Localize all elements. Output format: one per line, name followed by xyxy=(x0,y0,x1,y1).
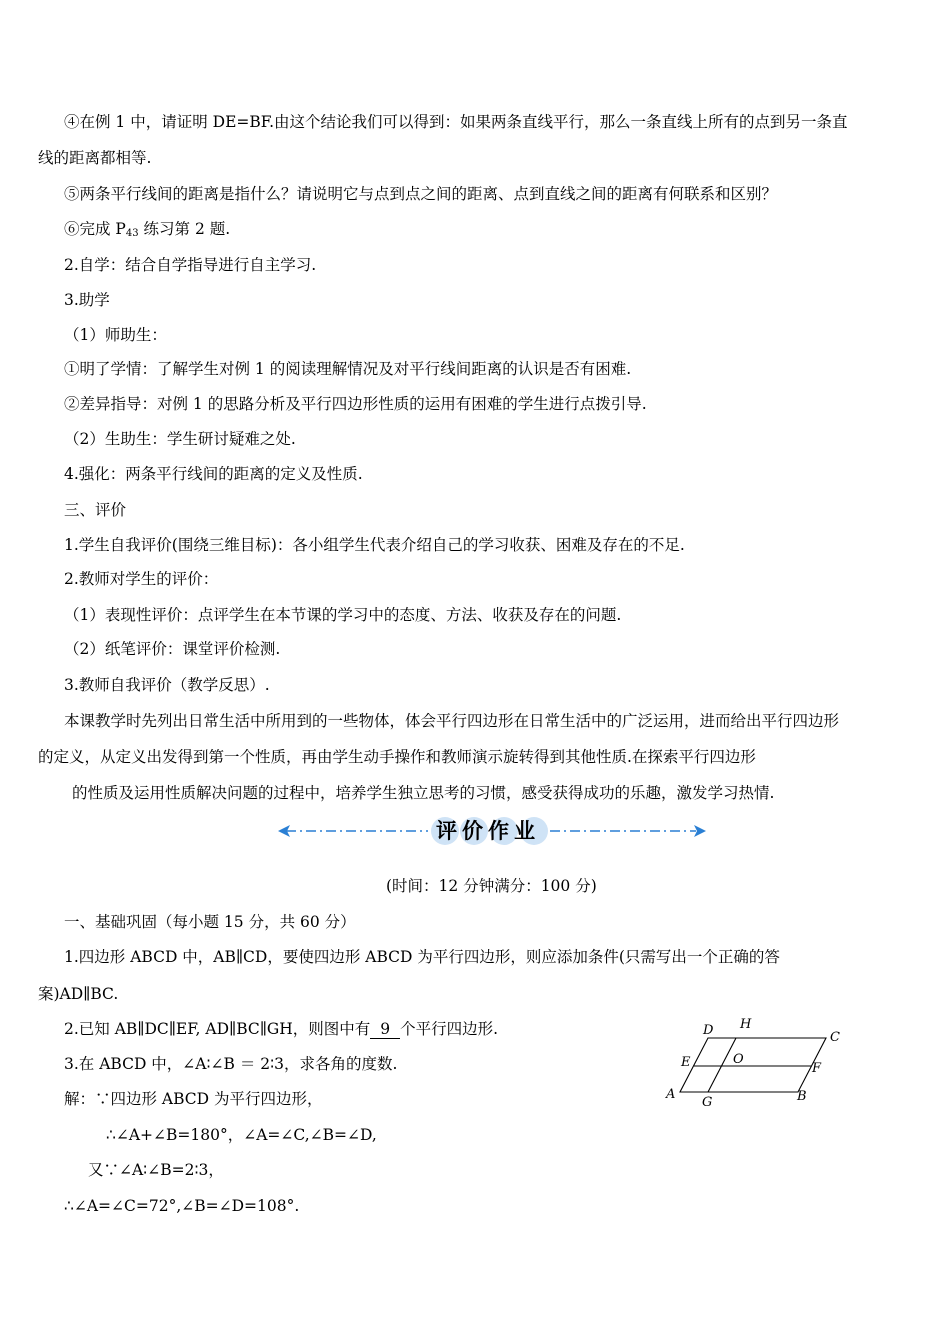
label-c: C xyxy=(830,1030,840,1045)
item-4: ④在例 1 中，请证明 DE=BF.由这个结论我们可以得到：如果两条直线平行，那么一条直线上所有的点到另一条直 xyxy=(64,113,848,131)
item-5: ⑤两条平行线间的距离是指什么？请说明它与点到点之间的距离、点到直线之间的距离有何联系和区别？ xyxy=(64,185,778,203)
page-subscript: 43 xyxy=(125,228,139,239)
q1-answer: 案)AD∥BC. xyxy=(38,985,119,1003)
solution-step-3: ∴∠A=∠C=72°,∠B=∠D=108°. xyxy=(64,1197,300,1215)
q2-text-end: 个平行四边形. xyxy=(400,1020,499,1038)
reflection-3: 的性质及运用性质解决问题的过程中，培养学生独立思考的习惯，感受获得成功的乐趣，激发学习热情. xyxy=(72,784,775,802)
learn-situation: ①明了学情：了解学生对例 1 的阅读理解情况及对平行线间距离的认识是否有困难. xyxy=(64,360,632,378)
label-g: G xyxy=(702,1095,713,1110)
paper-evaluate: （2）纸笔评价：课堂评价检测. xyxy=(64,640,281,658)
label-a: A xyxy=(666,1087,676,1102)
help-study: 3.助学 xyxy=(64,291,110,309)
teacher-reflect: 3.教师自我评价（教学反思）. xyxy=(64,676,270,694)
reflection-1: 本课教学时先列出日常生活中所用到的一些物体，体会平行四边形在日常生活中的广泛运用，进而给出平行四边形 xyxy=(64,712,840,730)
q3: 3.在 ABCD 中，∠A∶∠B ＝ 2∶3，求各角的度数. xyxy=(64,1055,398,1073)
label-d: D xyxy=(703,1023,714,1038)
label-e: E xyxy=(681,1055,691,1070)
section-basic: 一、基础巩固（每小题 15 分，共 60 分） xyxy=(64,913,356,931)
self-evaluate: 1.学生自我评价(围绕三维目标)：各小组学生代表介绍自己的学习收获、困难及存在的不足. xyxy=(64,536,685,554)
teacher-evaluate: 2.教师对学生的评价： xyxy=(64,570,219,588)
time-score: (时间：12 分钟满分：100 分) xyxy=(386,877,597,895)
banner-title: 评价作业 xyxy=(436,819,540,843)
self-study: 2.自学：结合自学指导进行自主学习. xyxy=(64,256,317,274)
parallelogram-figure xyxy=(660,1010,850,1110)
q2-answer: 9 xyxy=(370,1020,400,1039)
label-h: H xyxy=(740,1017,752,1032)
label-b: B xyxy=(797,1089,807,1104)
label-f: F xyxy=(812,1061,822,1076)
q2-text: 2.已知 AB∥DC∥EF, AD∥BC∥GH，则图中有 xyxy=(64,1020,371,1038)
item-6-text-end: 练习第 2 题. xyxy=(138,220,231,238)
diff-guide: ②差异指导：对例 1 的思路分析及平行四边形性质的运用有困难的学生进行点拨引导. xyxy=(64,395,647,413)
strengthen: 4.强化：两条平行线间的距离的定义及性质. xyxy=(64,465,363,483)
section-evaluate: 三、评价 xyxy=(64,501,127,519)
solution-step-1: ∴∠A+∠B=180°，∠A=∠C,∠B=∠D, xyxy=(106,1126,377,1144)
item-4-cont: 线的距离都相等. xyxy=(38,149,152,167)
item-6 xyxy=(64,218,230,245)
q1: 1.四边形 ABCD 中，AB∥CD，要使四边形 ABCD 为平行四边形，则应添加条件(只需写出一个正确的答 xyxy=(64,948,780,966)
q2 xyxy=(64,1018,498,1040)
reflection-2: 的定义，从定义出发得到第一个性质，再由学生动手操作和教师演示旋转得到其他性质.在探索平行四边形 xyxy=(38,748,756,766)
solution: 解：∵四边形 ABCD 为平行四边形， xyxy=(64,1090,323,1108)
solution-step-2: 又∵∠A∶∠B=2∶3， xyxy=(88,1161,224,1179)
teacher-help: （1）师助生： xyxy=(64,326,167,344)
label-o: O xyxy=(733,1052,744,1067)
performance-evaluate: （1）表现性评价：点评学生在本节课的学习中的态度、方法、收获及存在的问题. xyxy=(64,606,622,624)
student-help: （2）生助生：学生研讨疑难之处. xyxy=(64,430,296,448)
item-6-text: ⑥完成 P xyxy=(64,220,126,238)
